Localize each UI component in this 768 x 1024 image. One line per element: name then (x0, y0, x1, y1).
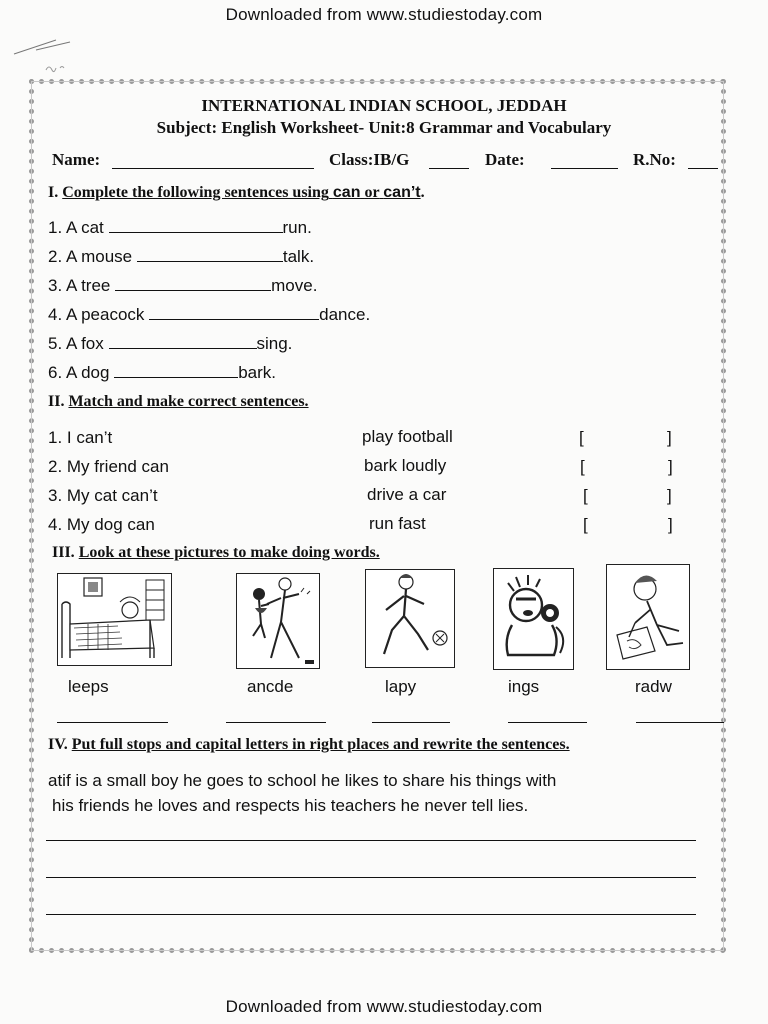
sentence-4: 4. A peacock dance. (48, 305, 371, 324)
school-title: INTERNATIONAL INDIAN SCHOOL, JEDDAH (201, 96, 567, 115)
section-2-heading: II. Match and make correct sentences. (48, 393, 309, 410)
word-answer-line-5[interactable] (636, 722, 724, 723)
match-left-2: 2. My friend can (48, 457, 169, 476)
dancers-icon (237, 574, 318, 667)
bed-icon (58, 574, 170, 664)
football-player-icon (366, 570, 453, 666)
answer-bracket-close-3: ] (667, 486, 672, 505)
sentence-2: 2. A mouse talk. (48, 247, 315, 266)
date-label: Date: (485, 150, 525, 169)
answer-bracket-open-4[interactable]: [ (583, 515, 588, 534)
class-blank[interactable] (429, 168, 469, 169)
pen-scribble-icon (10, 30, 90, 80)
sentence-3: 3. A tree move. (48, 276, 318, 295)
sentence-6: 6. A dog bark. (48, 363, 276, 382)
answer-bracket-open-1[interactable]: [ (579, 428, 584, 447)
subject-title: Subject: English Worksheet- Unit:8 Grammar and Vocabulary (156, 118, 612, 137)
picture-singing (493, 568, 574, 670)
child-drawing-icon (607, 565, 688, 668)
rewrite-line-3[interactable] (46, 914, 696, 915)
name-blank[interactable] (112, 168, 314, 169)
picture-drawing (606, 564, 690, 670)
answer-bracket-open-3[interactable]: [ (583, 486, 588, 505)
answer-blank-1[interactable] (109, 218, 283, 233)
match-left-1: 1. I can’t (48, 428, 113, 447)
jumbled-word-1: leeps (68, 677, 109, 696)
section-1-heading: I. Complete the following sentences using can or can’t. (48, 184, 425, 201)
answer-blank-5[interactable] (109, 334, 257, 349)
section-3-heading: III. Look at these pictures to make doing words. (52, 544, 380, 561)
answer-bracket-close-1: ] (667, 428, 672, 447)
sentence-1: 1. A cat run. (48, 218, 312, 237)
answer-blank-3[interactable] (115, 276, 271, 291)
singer-icon (494, 569, 572, 668)
jumbled-word-2: ancde (247, 677, 294, 696)
jumbled-word-5: radw (635, 677, 672, 696)
download-notice-top: Downloaded from www.studiestoday.com (225, 5, 543, 24)
answer-blank-4[interactable] (149, 305, 319, 320)
section-4-heading: IV. Put full stops and capital letters in right places and rewrite the sentences. (48, 736, 570, 753)
answer-bracket-open-2[interactable]: [ (580, 457, 585, 476)
date-blank[interactable] (551, 168, 618, 169)
answer-blank-6[interactable] (114, 363, 238, 378)
rno-blank[interactable] (688, 168, 718, 169)
class-label: Class:IB/G (329, 150, 410, 169)
match-right-2: bark loudly (364, 456, 447, 475)
picture-dancing (236, 573, 320, 669)
word-answer-line-2[interactable] (226, 722, 326, 723)
name-label: Name: (52, 150, 101, 169)
match-left-3: 3. My cat can’t (48, 486, 158, 505)
sentence-5: 5. A fox sing. (48, 334, 293, 353)
answer-bracket-close-4: ] (668, 515, 673, 534)
download-notice-bottom: Downloaded from www.studiestoday.com (225, 997, 543, 1016)
answer-blank-2[interactable] (137, 247, 283, 262)
rewrite-line-2[interactable] (46, 877, 696, 878)
rewrite-line-1[interactable] (46, 840, 696, 841)
jumbled-word-3: lapy (385, 677, 417, 696)
word-answer-line-4[interactable] (508, 722, 587, 723)
jumbled-word-4: ings (508, 677, 540, 696)
word-answer-line-3[interactable] (372, 722, 450, 723)
match-right-3: drive a car (367, 485, 447, 504)
rno-label: R.No: (633, 150, 676, 169)
match-right-1: play football (362, 427, 453, 446)
match-right-4: run fast (369, 514, 426, 533)
picture-playing (365, 569, 455, 668)
word-answer-line-1[interactable] (57, 722, 168, 723)
paragraph-line-1: atif is a small boy he goes to school he likes to share his things with (48, 771, 557, 790)
picture-sleeping (57, 573, 172, 666)
answer-bracket-close-2: ] (668, 457, 673, 476)
paragraph-line-2: his friends he loves and respects his teachers he never tell lies. (52, 796, 529, 815)
match-left-4: 4. My dog can (48, 515, 155, 534)
